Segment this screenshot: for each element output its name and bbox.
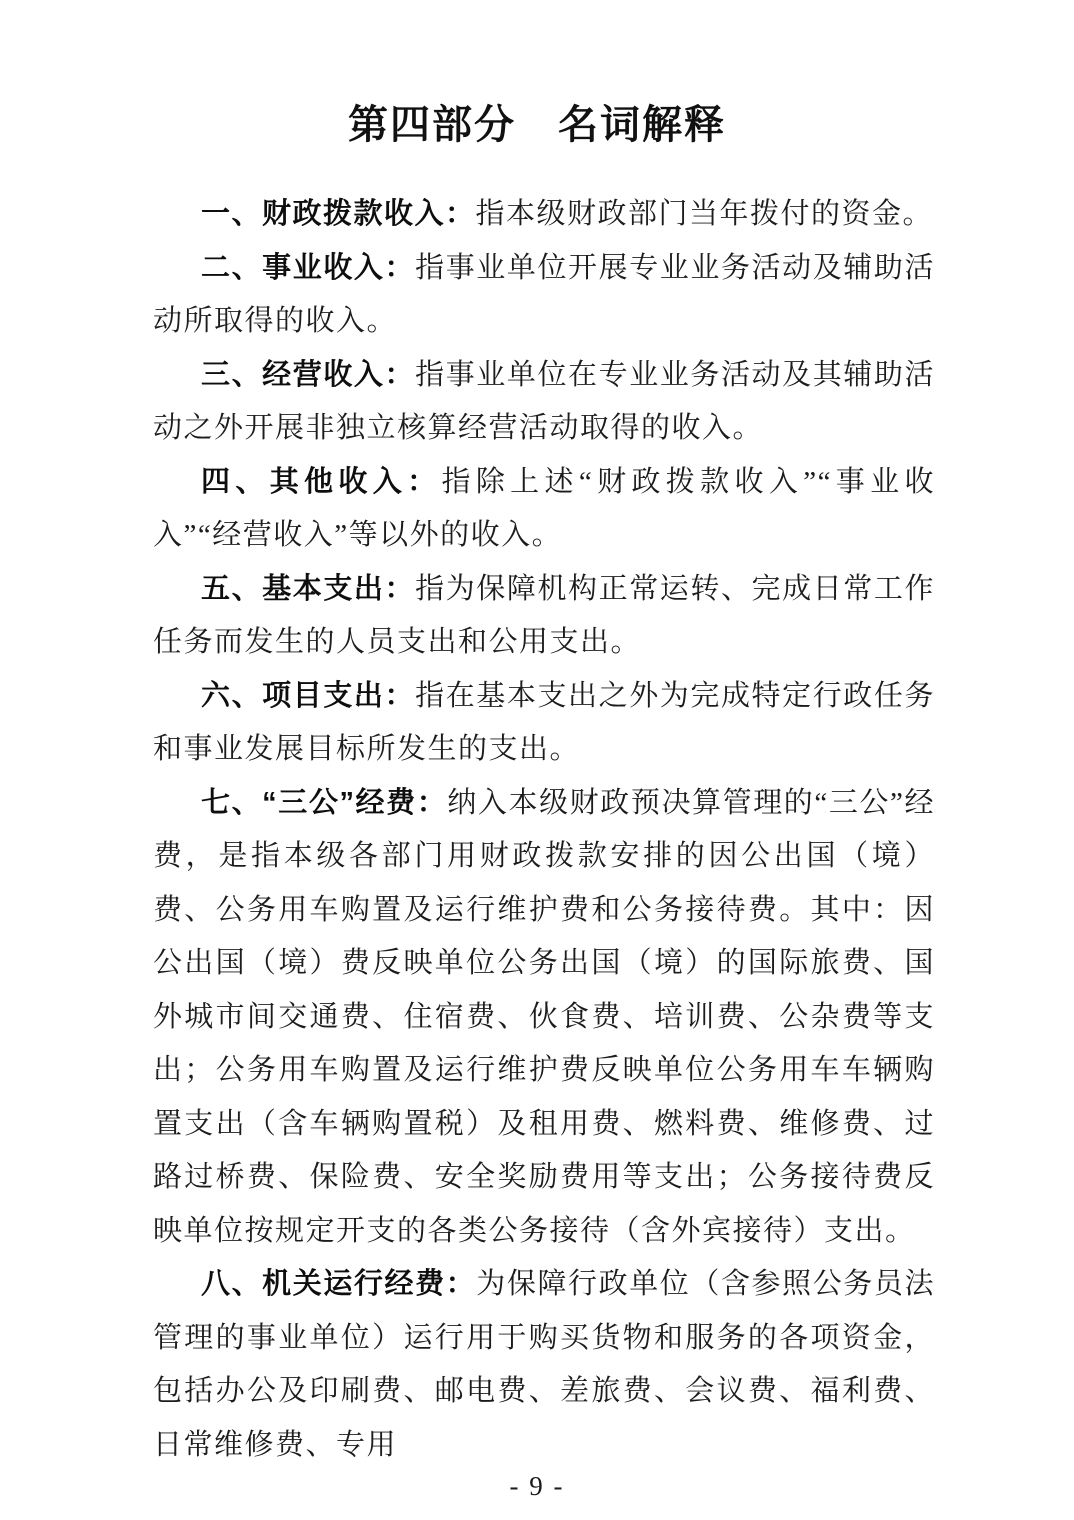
definition-paragraph (153, 670, 935, 777)
definition-text: 为保障行政单位（含参照公务员法管理的事业单位）运行用于购买货物和服务的各项资金，包括办公及印刷费、邮电费、差旅费、会议费、福利费、日常维修费、专用 (153, 1268, 935, 1461)
definition-text: 指事业单位开展专业业务活动及辅助活动所取得的收入。 (153, 251, 935, 337)
page-number: - 9 - (509, 1471, 565, 1501)
definition-paragraph (153, 188, 935, 242)
definition-text: 指本级财政部门当年拨付的资金。 (475, 198, 934, 230)
definition-text: 指在基本支出之外为完成特定行政任务和事业发展目标所发生的支出。 (153, 679, 935, 765)
term-label: 二、事业收入： (201, 251, 416, 284)
definition-paragraph (153, 777, 935, 1259)
term-label: 七、“三公”经费： (201, 786, 448, 819)
definition-paragraph (153, 456, 935, 563)
term-label: 五、基本支出： (201, 572, 416, 605)
definition-text: 指事业单位在专业业务活动及其辅助活动之外开展非独立核算经营活动取得的收入。 (153, 358, 935, 444)
term-label: 六、项目支出： (201, 679, 416, 712)
definition-text: 纳入本级财政预决算管理的“三公”经费，是指本级各部门用财政拨款安排的因公出国（境）费、公务用车购置及运行维护费和公务接待费。其中：因公出国（境）费反映单位公务出国（境）的国际旅费、国外城市间交通费、住宿费、伙食费、培训费、公杂费等支出；公务用车购置及运行维护费反映单位公务用车车辆购置支出（含车辆购置税）及租用费、燃料费、维修费、过路过桥费、保险费、安全奖励费用等支出；公务接待费反映单位按规定开支的各类公务接待（含外宾接待）支出。 (153, 786, 935, 1247)
term-label: 一、财政拨款收入： (201, 198, 476, 230)
term-label: 四、其他收入： (201, 465, 442, 498)
term-label: 三、经营收入： (201, 358, 416, 391)
definition-paragraph (153, 349, 935, 456)
definition-paragraph (153, 1258, 935, 1472)
definition-text: 指除上述“财政拨款收入”“事业收入”“经营收入”等以外的收入。 (153, 465, 935, 551)
term-label: 八、机关运行经费： (201, 1268, 477, 1300)
definition-paragraph (153, 242, 935, 349)
page-title: 第四部分 名词解释 (348, 103, 726, 147)
definitions-body (153, 188, 935, 1472)
definition-paragraph (153, 563, 935, 670)
definition-text: 指为保障机构正常运转、完成日常工作任务而发生的人员支出和公用支出。 (153, 572, 935, 658)
